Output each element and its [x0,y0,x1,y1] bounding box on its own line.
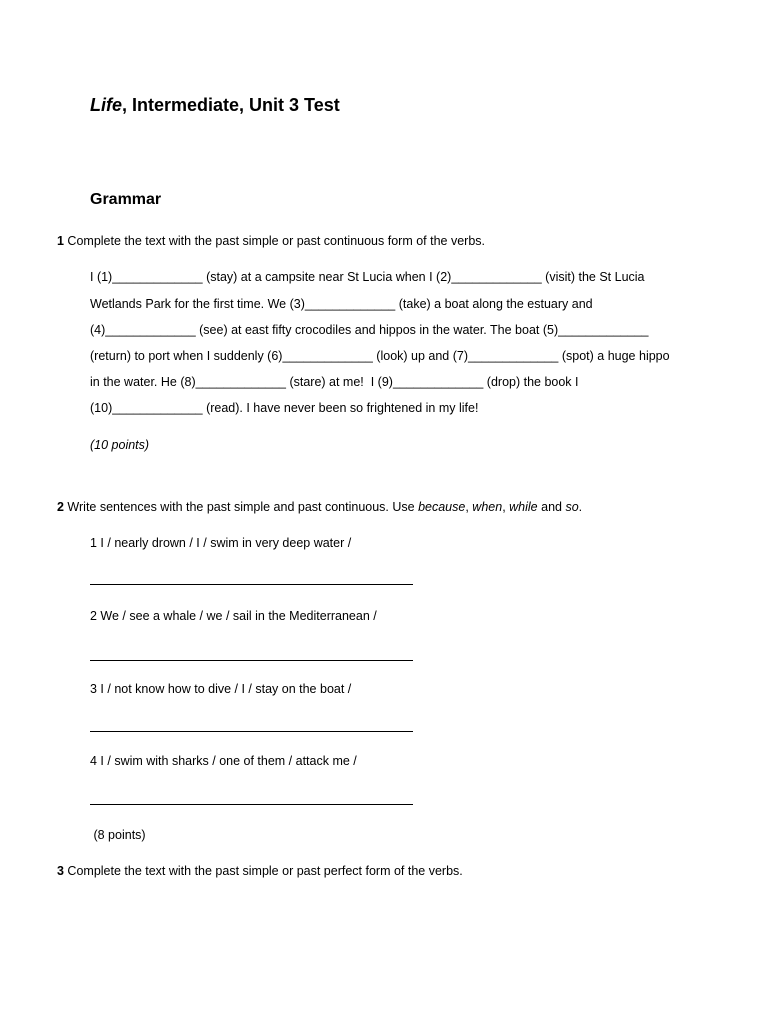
q2-item-3: 3 I / not know how to dive / I / stay on the boat / [90,682,352,696]
section-heading: Grammar [90,191,162,208]
question-3-text: Complete the text with the past simple or past perfect form of the verbs. [63,864,463,878]
q1-line-6: (10)_____________ (read). I have never been so frightened in my life! [90,401,479,415]
word-when: when [472,500,503,514]
q1-points: (10 points) [90,438,150,452]
q2-points: (8 points) [90,828,146,842]
sep: and [537,500,566,514]
title-book-name: Life [90,95,123,115]
question-2-number: 2 [57,500,64,514]
question-1-instruction [57,234,485,248]
word-while: while [509,500,538,514]
answer-line-4[interactable] [90,804,413,805]
sep: , [502,500,510,514]
q1-line-3: (4)_____________ (see) at east fifty crocodiles and hippos in the water. The boat (5)_____________ [90,323,649,337]
answer-line-3[interactable] [90,731,413,732]
sep: , [465,500,473,514]
q2-item-2: 2 We / see a whale / we / sail in the Mediterranean / [90,609,377,623]
q2-item-1: 1 I / nearly drown / I / swim in very deep water / [90,536,352,550]
q1-line-4: (return) to port when I suddenly (6)_____________ (look) up and (7)_____________ (spot) a huge hippo [90,349,670,363]
q1-line-2: Wetlands Park for the first time. We (3)_____________ (take) a boat along the estuary and [90,297,593,311]
question-3-instruction [57,864,463,878]
page-title [90,95,340,116]
question-2-text: Write sentences with the past simple and past continuous. Use [63,500,419,514]
word-because: because [418,500,466,514]
q2-item-4: 4 I / swim with sharks / one of them / attack me / [90,754,357,768]
title-rest: , Intermediate, Unit 3 Test [122,95,340,115]
q1-line-1: I (1)_____________ (stay) at a campsite near St Lucia when I (2)_____________ (visit) the St Lucia [90,270,645,284]
question-1-text: Complete the text with the past simple or past continuous form of the verbs. [63,234,485,248]
answer-line-2[interactable] [90,660,413,661]
question-1-number: 1 [57,234,64,248]
answer-line-1[interactable] [90,584,413,585]
question-2-instruction [57,500,582,514]
q1-line-5: in the water. He (8)_____________ (stare) at me! I (9)_____________ (drop) the book I [90,375,579,389]
sep: . [578,500,583,514]
question-3-number: 3 [57,864,64,878]
word-so: so [565,500,579,514]
